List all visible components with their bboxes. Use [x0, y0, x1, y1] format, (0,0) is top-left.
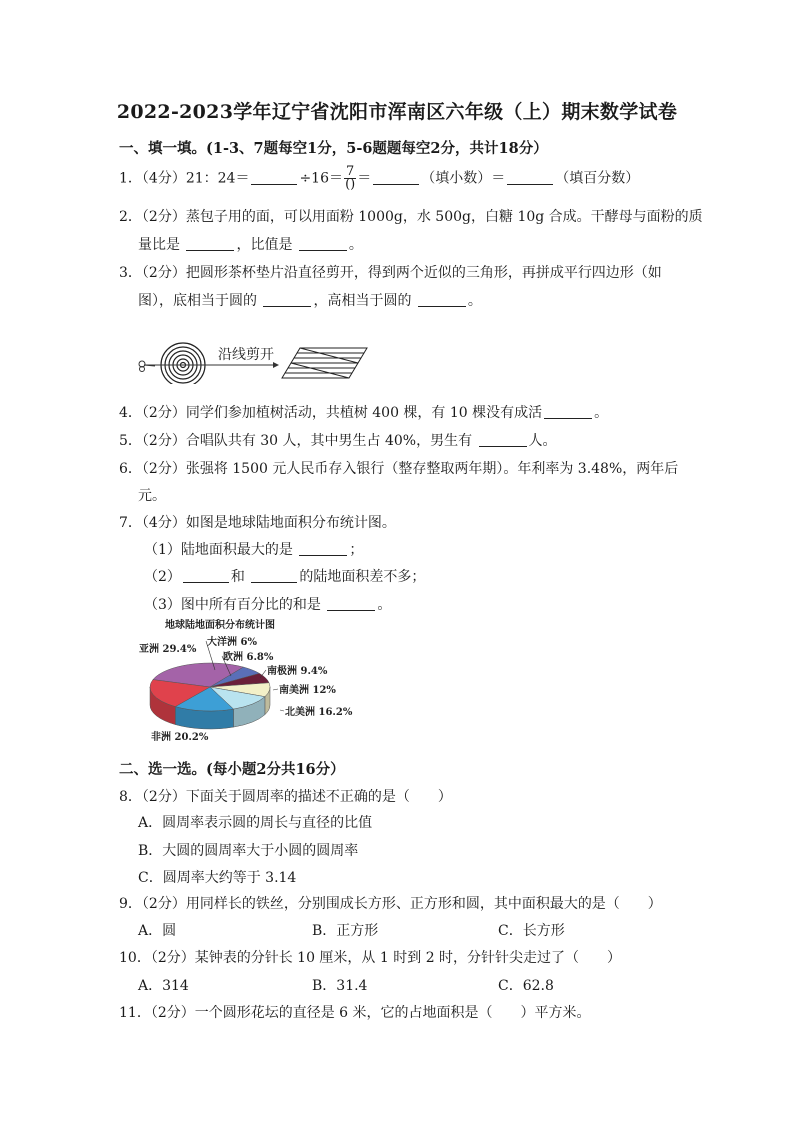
- pie-leader-5: [280, 710, 284, 711]
- chart-title: 地球陆地面积分布统计图: [165, 620, 275, 631]
- question-3-line-2: [138, 290, 482, 310]
- cut-label: 沿线剪开: [218, 347, 274, 363]
- q1-text-d: （填小数）＝: [421, 170, 506, 187]
- pie-label-2: 欧洲 6.8%: [223, 652, 274, 663]
- question-7-sub-2: [144, 566, 425, 586]
- question-5: [119, 430, 557, 450]
- q1-text-e: （填百分数）: [555, 170, 640, 187]
- q7-blank-3[interactable]: [251, 568, 297, 583]
- q7-blank-2[interactable]: [183, 568, 229, 583]
- q5-text-a: 5．（2分）合唱队共有 30 人，其中男生占 40%，男生有: [119, 433, 477, 449]
- pie-leader-4: [273, 689, 278, 690]
- q3-text-b: ，高相当于圆的: [313, 293, 416, 309]
- section-1-heading: 一、填一填。(1-3、7题每空1分，5-6题题每空2分，共计18分）: [119, 140, 548, 157]
- question-7-stem: 7．（4分）如图是地球陆地面积分布统计图。: [119, 515, 396, 531]
- pie-label-1: 大洋洲 6%: [207, 637, 257, 648]
- q3-blank-2[interactable]: [418, 292, 466, 307]
- q7-blank-4[interactable]: [327, 596, 375, 611]
- q7-blank-1[interactable]: [299, 541, 347, 556]
- pie-label-3: 南极洲 9.4%: [267, 666, 328, 677]
- q10-option-c[interactable]: C．62.8: [498, 978, 554, 994]
- q2-blank-1[interactable]: [186, 236, 234, 251]
- q7-s2-text-a: （2）: [144, 569, 181, 585]
- concentric-circles: [161, 343, 205, 384]
- section-2-heading: 二、选一选。(每小题2分共16分）: [119, 761, 345, 778]
- page-title: 2022-2023学年辽宁省沈阳市浑南区六年级（上）期末数学试卷: [116, 101, 678, 123]
- q1-blank-3[interactable]: [507, 170, 553, 185]
- pie-label-4: 南美洲 12%: [279, 685, 336, 696]
- question-9-stem: 9．（2分）用同样长的铁丝，分别围成长方形、正方形和圆，其中面积最大的是（ ）: [119, 896, 662, 912]
- question-6-line-2: 元。: [138, 488, 166, 504]
- q7-s2-text-b: 和: [230, 569, 250, 585]
- q2-text-b: ，比值是: [236, 237, 297, 253]
- q3-blank-1[interactable]: [263, 292, 311, 307]
- q1-text-c: ＝: [357, 170, 372, 187]
- parallelogram: [282, 348, 367, 378]
- q7-s2-text-c: 的陆地面积差不多；: [299, 569, 426, 585]
- q9-option-c[interactable]: C．长方形: [498, 923, 565, 939]
- q1-fraction-numerator: 7: [346, 164, 355, 179]
- q8-option-b[interactable]: B．大圆的圆周率大于小圆的圆周率: [138, 843, 359, 859]
- q5-blank-1[interactable]: [479, 432, 527, 447]
- q10-option-b[interactable]: B．31.4: [312, 978, 368, 994]
- pie-label-0: 亚洲 29.4%: [139, 644, 197, 655]
- q1-fraction-denominator: (): [345, 177, 356, 192]
- q1-fraction: [344, 166, 356, 191]
- q5-text-b: 人。: [528, 433, 557, 449]
- q3-text-a: 图），底相当于圆的: [138, 293, 262, 309]
- question-3-line-1: 3．（2分）把圆形茶杯垫片沿直径剪开，得到两个近似的三角形，再拼成平行四边形（如: [119, 265, 662, 281]
- q9-option-b[interactable]: B．正方形: [312, 923, 379, 939]
- pie-label-5: 北美洲 16.2%: [285, 707, 353, 718]
- q2-blank-2[interactable]: [299, 236, 347, 251]
- q2-text-c: 。: [348, 237, 363, 253]
- question-2-line-2: [138, 234, 363, 254]
- question-7-sub-3: [144, 594, 391, 614]
- q8-option-a[interactable]: A．圆周率表示圆的周长与直径的比值: [138, 815, 373, 831]
- question-10-stem: 10．（2分）某钟表的分针长 10 厘米，从 1 时到 2 时，分针针尖走过了（ ）: [119, 950, 622, 966]
- q1-blank-2[interactable]: [373, 170, 419, 185]
- q2-text-a: 量比是: [138, 237, 185, 253]
- q3-text-c: 。: [467, 293, 482, 309]
- q7-s1-text-b: ；: [349, 542, 364, 558]
- q8-option-c[interactable]: C．圆周率大约等于 3.14: [138, 870, 297, 886]
- q7-s1-text-a: （1）陆地面积最大的是: [144, 542, 298, 558]
- question-1: [119, 166, 639, 191]
- q10-option-a[interactable]: A．314: [138, 978, 189, 994]
- q7-s3-text-a: （3）图中所有百分比的和是: [144, 597, 326, 613]
- q7-s3-text-b: 。: [377, 597, 392, 613]
- q1-text-a: 1．（4分）21：24＝: [119, 170, 250, 187]
- pie-label-6: 非洲 20.2%: [151, 732, 209, 743]
- q4-text-b: 。: [594, 405, 609, 421]
- q1-text-b: ÷16＝: [299, 170, 343, 187]
- land-area-pie-chart: [135, 612, 370, 752]
- question-8-stem: 8．（2分）下面关于圆周率的描述不正确的是（ ）: [119, 789, 452, 805]
- q9-option-a[interactable]: A．圆: [138, 923, 177, 939]
- question-7-sub-1: [144, 539, 363, 559]
- scissors-icon: [139, 361, 155, 372]
- q1-blank-1[interactable]: [251, 170, 297, 185]
- question-2-line-1: 2．（2分）蒸包子用的面，可以用面粉 1000g，水 500g，白糖 10g 合成。干酵母与面粉的质: [119, 209, 703, 225]
- q4-blank-1[interactable]: [544, 404, 592, 419]
- q3-figure: [135, 338, 375, 384]
- question-4: [119, 402, 608, 422]
- question-11-stem: 11．（2分）一个圆形花坛的直径是 6 米，它的占地面积是（ ）平方米。: [119, 1005, 591, 1021]
- q4-text-a: 4．（2分）同学们参加植树活动，共植树 400 棵，有 10 棵没有成活: [119, 405, 543, 421]
- question-6-line-1: 6．（2分）张强将 1500 元人民币存入银行（整存整取两年期）。年利率为 3.48%，两年后: [119, 461, 679, 477]
